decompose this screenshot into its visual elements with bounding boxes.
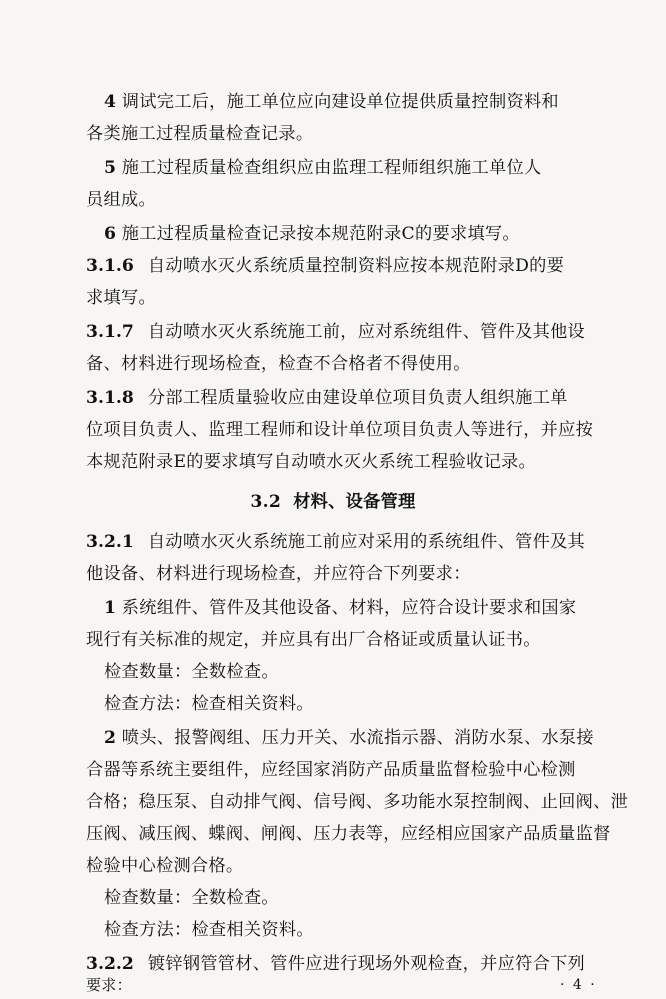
clause-3-1-6-line-1 (86, 254, 606, 278)
item-5-line-2: 员组成。 (86, 190, 156, 210)
clause-3-2-2-line-1 (86, 952, 606, 976)
check-quantity: 检查数量：全数检查。 (104, 888, 279, 908)
clause-3-1-8-line-2: 位项目负责人、监理工程师和设计单位项目负责人等进行，并应按 (86, 420, 594, 440)
item-text: 系统组件、管件及其他设备、材料，应符合设计要求和国家 (121, 598, 577, 618)
page-number: · 4 · (560, 977, 597, 993)
clause-3-1-6-line-2: 求填写。 (86, 288, 156, 308)
clause-text: 自动喷水灭火系统施工前应对采用的系统组件、管件及其 (147, 532, 586, 552)
section-number: 3.2 (250, 492, 282, 512)
item-number: 5 (104, 158, 116, 178)
clause-3-2-2-line-2: 要求： (86, 976, 132, 994)
check-method: 检查方法：检查相关资料。 (104, 694, 314, 714)
item-text: 施工过程质量检查组织应由监理工程师组织施工单位人 (121, 158, 542, 178)
sub-item-1-line-1 (104, 596, 624, 620)
clause-number: 3.2.1 (86, 532, 134, 552)
section-title: 材料、设备管理 (293, 492, 416, 512)
clause-text: 镀锌钢管管材、管件应进行现场外观检查，并应符合下列 (147, 954, 586, 974)
clause-number: 3.1.7 (86, 322, 134, 342)
sub-item-2-line-4: 压阀、减压阀、蝶阀、闸阀、压力表等，应经相应国家产品质量监督 (86, 824, 611, 844)
item-text: 施工过程质量检查记录按本规范附录C的要求填写。 (121, 224, 520, 244)
check-method: 检查方法：检查相关资料。 (104, 920, 314, 940)
item-text: 调试完工后，施工单位应向建设单位提供质量控制资料和 (121, 92, 559, 112)
item-6-line-1 (104, 222, 624, 246)
sub-item-2-line-3: 合格；稳压泵、自动排气阀、信号阀、多功能水泵控制阀、止回阀、泄 (86, 792, 629, 812)
clause-3-1-7-line-2: 备、材料进行现场检查，检查不合格者不得使用。 (86, 354, 471, 374)
clause-3-1-7-line-1 (86, 320, 606, 344)
item-number: 4 (104, 92, 116, 112)
clause-3-1-8-line-1 (86, 386, 606, 410)
clause-number: 3.1.6 (86, 256, 134, 276)
check-quantity: 检查数量：全数检查。 (104, 662, 279, 682)
clause-text: 自动喷水灭火系统施工前，应对系统组件、管件及其他设 (147, 322, 586, 342)
item-5-line-1 (104, 156, 624, 180)
item-number: 6 (104, 224, 116, 244)
clause-text: 分部工程质量验收应由建设单位项目负责人组织施工单 (147, 388, 568, 408)
item-4-line-2: 各类施工过程质量检查记录。 (86, 124, 314, 144)
item-text: 喷头、报警阀组、压力开关、水流指示器、消防水泵、水泵接 (121, 728, 594, 748)
clause-number: 3.2.2 (86, 954, 134, 974)
item-number: 1 (104, 598, 116, 618)
clause-3-2-1-line-2: 他设备、材料进行现场检查，并应符合下列要求： (86, 564, 471, 584)
sub-item-2-line-5: 检验中心检测合格。 (86, 856, 244, 876)
clause-text: 自动喷水灭火系统质量控制资料应按本规范附录D的要 (147, 256, 565, 276)
clause-number: 3.1.8 (86, 388, 134, 408)
clause-3-2-1-line-1 (86, 530, 606, 554)
sub-item-1-line-2: 现行有关标准的规定，并应具有出厂合格证或质量认证书。 (86, 630, 541, 650)
sub-item-2-line-1 (104, 726, 624, 750)
item-4-line-1 (104, 90, 624, 114)
section-heading (0, 490, 666, 514)
item-number: 2 (104, 728, 116, 748)
clause-3-1-8-line-3: 本规范附录E的要求填写自动喷水灭火系统工程验收记录。 (86, 452, 537, 472)
sub-item-2-line-2: 合器等系统主要组件，应经国家消防产品质量监督检验中心检测 (86, 760, 576, 780)
